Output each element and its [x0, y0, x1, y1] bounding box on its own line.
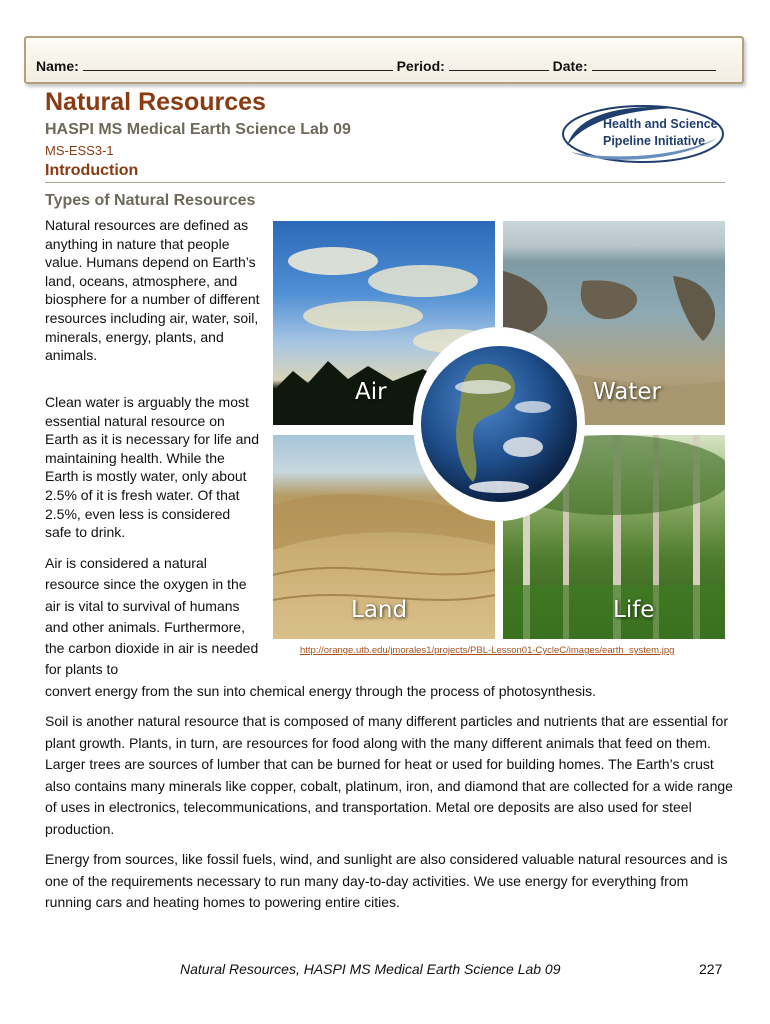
date-label: Date:: [552, 58, 588, 74]
life-label: Life: [613, 597, 655, 623]
page-number: 227: [699, 961, 723, 977]
standard-code: MS-ESS3-1: [45, 143, 114, 158]
paragraph-soil: Soil is another natural resource that is composed of many different particles and nutrients that are essential for plant growth. Plants, in turn, are resources for food along with the many different animals that feed on them. Larger trees are sources of lumber that can be burned for heat or used for building homes. The Earth’s crust also contains many minerals like copper, cobalt, platinum, iron, and diamond that are collected for a wide range of uses in electronics, telecommunications, and transportation. Metal ore deposits are also used for steel production.: [45, 713, 733, 837]
lab-subtitle: HASPI MS Medical Earth Science Lab 09: [45, 121, 351, 138]
land-label: Land: [351, 597, 408, 623]
water-label: Water: [593, 379, 661, 405]
logo-line-2: Pipeline Initiative: [603, 134, 706, 148]
logo-line-1: Health and Science: [603, 117, 718, 131]
earth-systems-collage: [273, 221, 725, 639]
name-label: Name:: [36, 58, 79, 74]
haspi-logo: [557, 102, 725, 166]
period-label: Period:: [396, 58, 445, 74]
paragraph-air-continued: convert energy from the sun into chemical energy through the process of photosynthesis.: [45, 683, 596, 699]
paragraph-energy: Energy from sources, like fossil fuels, wind, and sunlight are also considered valuable natural resources and is one of the requirements necessary to run many day-to-day activities. We use energy for everything from running cars and heating homes to powering entire cities.: [45, 851, 728, 911]
earth-globe-icon: [413, 327, 585, 521]
paragraph-water: Clean water is arguably the most essential natural resource on Earth as it is necessary for life and maintaining health. While the Earth is mostly water, only about 2.5% of it is fresh water. Of that 2.5%, even less is considered safe to drink.: [45, 394, 259, 541]
globe-frame: [413, 327, 585, 521]
paragraph-definition: Natural resources are defined as anything in nature that people value. Humans depend on Earth’s land, oceans, atmosphere, and biosphere for a number of different resources including air, water, soil, minerals, energy, plants, and animals.: [45, 217, 260, 364]
section-heading: Introduction: [45, 162, 139, 179]
date-blank[interactable]: [592, 58, 716, 71]
air-label: Air: [355, 379, 387, 405]
page-footer: Natural Resources, HASPI MS Medical Earth Science Lab 09: [180, 961, 561, 977]
subheading: Types of Natural Resources: [45, 192, 256, 209]
student-info-box: [24, 36, 744, 84]
period-blank[interactable]: [449, 58, 549, 71]
name-blank[interactable]: [83, 58, 393, 71]
figure-source-link[interactable]: http://orange.utb.edu/jmorales1/projects/PBL-Lesson01-CycleC/images/earth_system.jpg: [300, 645, 675, 656]
page-title: Natural Resources: [45, 88, 266, 116]
section-divider: [45, 182, 725, 183]
paragraph-air: Air is considered a natural resource since the oxygen in the air is vital to survival of humans and other animals. Furthermore, the carbon dioxide in air is needed for plants to: [45, 555, 259, 678]
student-info-line: [36, 58, 716, 74]
